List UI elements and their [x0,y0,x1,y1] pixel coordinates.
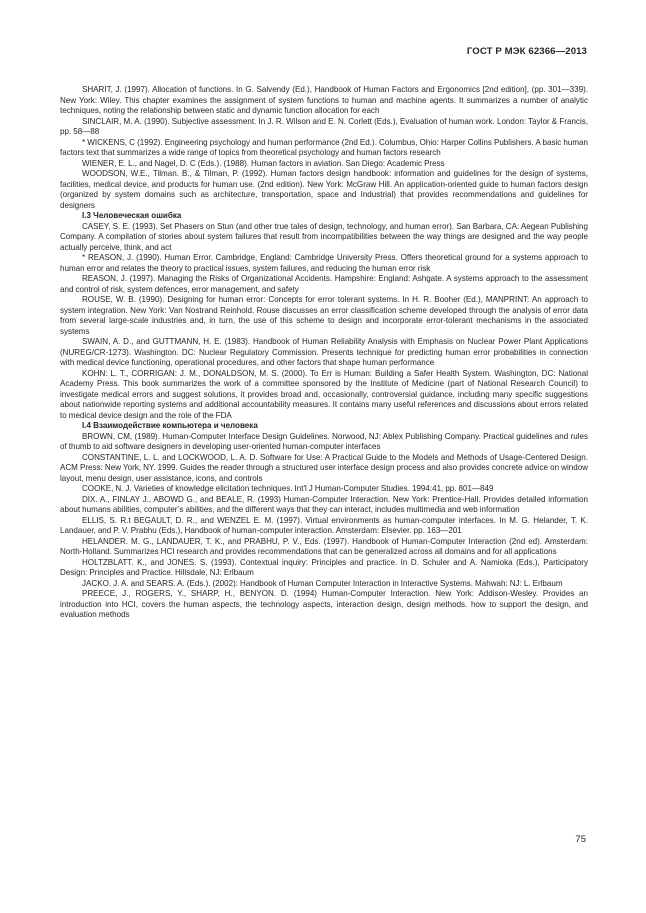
reference-entry: COOKE, N. J. Varieties of knowledge elicitation techniques. Int'l J Human-Computer Studies. 1994:41, pp. 801—849 [82,484,494,493]
reference-entry: CASEY, S. E. (1993). Set Phasers on Stun (and other true tales of design, technology, and human error). San Barbara, CA: Aegean Publishing Company. A compilation of stories about system failures that result from incompatibilities between the way things are designed and the way people actually perceive, think, and act [60,221,588,252]
page-number: 75 [575,834,586,845]
reference-entry: CONSTANTINE, L. L. and LOCKWOOD, L. A. D. Software for Use: A Practical Guide to the Models and Methods of Usage-Centered Design. ACM Press: New York, NY. 1999. Guides the reader through a structured user interface design process and also provides concrete advice on window layout, menu design, user assistance, icons, and controls [60,452,588,483]
reference-entry: PREECE, J., ROGERS, Y., SHARP, H., BENYON. D. (1994) Human-Computer Interaction. New York: Addison-Wesley. Provides an introduction into HCI, covers the human aspects, the technology aspects, interaction design, design methods. how to support the design, and evaluation methods [60,589,588,619]
reference-entry: * REASON, J. (1990). Human Error. Cambridge, England: Cambridge University Press. Offers theoretical ground for a systems approach to human error and relates the theory to practical issues, system failures, and reducing the human error risk [60,253,588,273]
reference-entry: SHARIT, J. (1997). Allocation of functions. In G. Salvendy (Ed.), Handbook of Human Factors and Ergonomics [2nd edition], (pp. 301—339). New York: Wiley. This chapter examines the assignment of system functions to human and machine agents. It summarizes a number of analytic techniques, noting the relationship between static and dynamic function allocation for each [60,85,588,115]
reference-entry: KOHN: L. T., CORRIGAN: J. M., DONALDSON, M. S. (2000). To Err is Human: Building a Safer Health System. Washington, DC: National Academy Press. This book summarizes the work of a committee sponsored by the Institute of Medicine (part of National Research Council) to investigate medical errors and suggest solutions, it provides broad and, occasionally, controversial guidance, including many specific suggestions about nationwide reporting systems and additional accountability measures. It contains many useful references and discussions about errors related to medical device design and the role of the FDA [60,368,588,420]
reference-entry: WOODSON, W.E., Tilman. B., & Tilman, P. (1992). Human factors design handbook: information and guidelines for the design of systems, facilities, medical device, and products for human use. (2nd edition). New York: McGraw Hill. An application-oriented guide to human factors design (organized by system domains such as architecture, transportation, space and Industrial) that provides recommendations and guidelines for designers [60,169,588,210]
references-body [60,85,588,621]
reference-entry: JACKO. J. A. and SEARS. A. (Eds.). (2002): Handbook of Human Computer Interaction in Interactive Systems. Mahwah: NJ: L. Erlbaum [82,578,563,588]
reference-entry: WIENER, E. L., and Nagel, D. C (Eds.). (1988). Human factors in aviation. San Diego: Academic Press [82,158,445,168]
reference-entry: HELANDER. M. G., LANDAUER, T. K., and PRABHU, P. V., Eds. (1997). Handbook of Human-Computer Interaction (2nd ed). Amsterdam: North-Holland. Summarizes HCI research and provides recommendations that can be generalized across all domains and for all applications [60,536,588,556]
document-header: ГОСТ Р МЭК 62366—2013 [466,46,587,57]
reference-entry: * WICKENS, C (1992). Engineering psychology and human performance (2nd Ed.). Columbus, Ohio: Harper Collins Publishers. A basic human factors text that summarizes a wide range of topics from theoretical psychology and human factors research [60,137,588,157]
reference-entry: REASON, J. (1997). Managing the Risks of Organizational Accidents. Hampshire: England: Ashgate. A systems approach to the assessment and control of risk, system defences, error management, and safety [60,274,588,294]
reference-entry: SINCLAIR, M. A. (1990). Subjective assessment. In J. R. Wilson and E. N. Corlett (Eds.), Evaluation of human work. London: Taylor & Francis, pp. 58—88 [60,116,588,136]
reference-entry: BROWN, CM, (1989). Human-Computer Interface Design Guidelines. Norwood, NJ: Ablex Publishing Company. Practical guidelines and rules of thumb to aid software designers in developing user-oriented human-computer interfaces [60,431,588,451]
section-heading-hci: I.4 Взаимодействие компьютера и человека [82,421,258,430]
reference-entry: DIX. A., FINLAY J., ABOWD G., and BEALE, R. (1993) Human-Computer Interaction. New York: Prentice-Hall. Provides detailed information about humans abilities, computer’s abilities, and the different ways that they can interact, includes multimedia and web information [60,494,588,514]
reference-entry: HOLTZBLATT. K., and JONES. S. (1993). Contextual inquiry: Principles and practice. In D. Schuler and A. Namioka (Eds.), Participatory Design: Principles and Practice. Hillsdale, NJ: Erlbaum [60,557,588,577]
reference-entry: ROUSE, W. B. (1990). Designing for human error: Concepts for error tolerant systems. In H. R. Booher (Ed.), MANPRINT: An approach to system integration. New York: Van Nostrand Reinhold. Rouse discusses an error classification scheme developed through the analysis of error data from several large-scale industries and, in turn, the use of this scheme to design and incorporate error-tolerant mechanisms in the associated systems [60,295,588,336]
reference-entry: ELLIS, S. R.t BEGAULT, D. R., and WENZEL E. M. (1997). Virtual environments as human-computer interfaces. In M. G. Helander, T. K. Landauer, and P. V. Prabhu (Eds.), Handbook of human-computer interaction. Amsterdam: Elsevier. pp. 163—201 [60,515,588,535]
reference-entry: SWAIN, A. D., and GUTTMANN, H. E. (1983). Handbook of Human Reliability Analysis with Emphasis on Nuclear Power Plant Applications (NUREG/CR-1273). Washington. DC: Nuclear Regulatory Commission. Presents technique for predicting human error probabilities in connection with medical device functioning, operational procedures, and other factors that shape human performance [60,337,588,367]
section-heading-human-error: I.3 Человеческая ошибка [82,211,182,220]
